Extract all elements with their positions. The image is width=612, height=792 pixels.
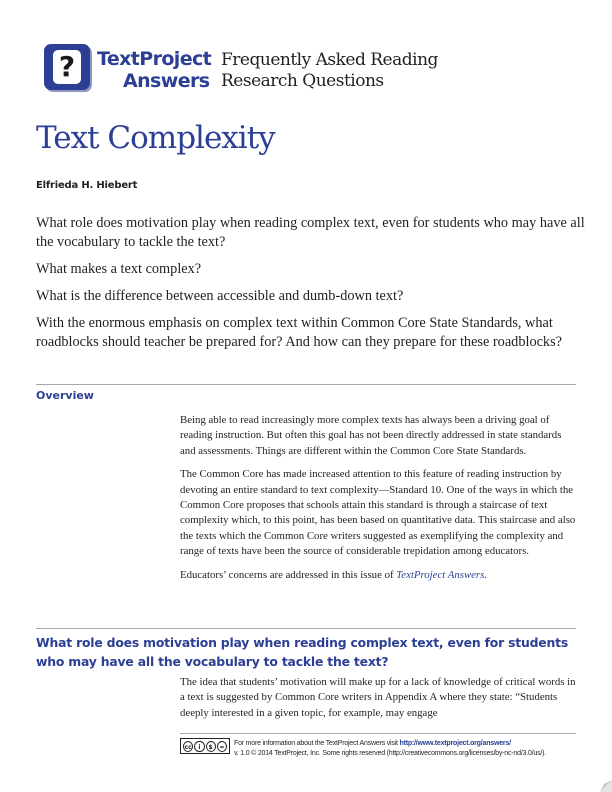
- logo-text-answers: Answers: [123, 70, 210, 92]
- section-divider: [36, 628, 576, 629]
- section-heading-motivation: What role does motivation play when reading complex text, even for students who may have all the vocabulary to tackle the text?: [36, 635, 569, 669]
- author: Elfrieda H. Hiebert: [36, 180, 138, 191]
- section-divider: [36, 384, 576, 385]
- footer-line1: For more information about the TextProject Answers visit http://www.textproject.org/answers/: [234, 740, 511, 747]
- overview-body: [180, 413, 577, 591]
- footer-line2: v. 1.0 © 2014 TextProject, Inc. Some rights reserved (http://creativecommons.org/licenses/by-nc-nd/3.0/us/).: [234, 749, 547, 757]
- overview-heading: Overview: [36, 389, 94, 402]
- footer-divider: [180, 733, 576, 734]
- question-item: What role does motivation play when reading complex text, even for students who may have all the vocabulary to tackle the text?: [36, 215, 585, 250]
- question-item: What makes a text complex?: [36, 261, 202, 277]
- creative-commons-badge: [180, 738, 230, 754]
- overview-closing: [180, 568, 577, 583]
- overview-paragraph: The Common Core has made increased attention to this feature of reading instruction by devoting an entire standard to text complexity—Standard 10. One of the ways in which the Common Core proposes that schools attain this standard is through a staircase of text complexity which, to this point, has been based on quantitative data. This staircase and also the texts which the Common Core writers suggested as exemplifying the complexity and range of texts have been the source of considerable trepidation among educators.: [180, 468, 576, 558]
- section-paragraph: The idea that students’ motivation will make up for a lack of knowledge of critical words in a text is suggested by Common Core writers in Appendix A where they state: “Students deeply interested in a given topic, for example, may engage: [180, 676, 576, 719]
- publication-title: TextProject Answers.: [396, 568, 488, 581]
- logo-text-textproject: TextProject: [97, 48, 212, 70]
- question-mark-icon: ?: [53, 50, 81, 84]
- question-item: With the enormous emphasis on complex text within Common Core State Standards, what roadblocks should teacher be prepared for? And how can they prepare for these roadblocks?: [36, 315, 562, 350]
- question-item: What is the difference between accessible and dumb-down text?: [36, 288, 404, 304]
- section-body-motivation: [180, 675, 577, 729]
- overview-paragraph: Being able to read increasingly more complex texts has always been a driving goal of reading instruction. But often this goal has not been directly addressed in state standards and assessments. Things are different within the Common Core State Standards.: [180, 414, 562, 457]
- series-title: [221, 50, 438, 92]
- attribution-icon: i: [194, 741, 204, 752]
- overview-closing-text: Educators’ concerns are addressed in this issue of: [180, 568, 397, 581]
- answers-link[interactable]: http://www.textproject.org/answers/: [399, 740, 511, 747]
- page-title: Text Complexity: [36, 120, 275, 156]
- question-list: [36, 214, 586, 360]
- noderivatives-icon: =: [217, 741, 227, 752]
- series-title-line2: Research Questions: [221, 71, 384, 91]
- footer-text: [234, 739, 546, 758]
- noncommercial-icon: $: [206, 741, 216, 752]
- series-title-line1: Frequently Asked Reading: [221, 50, 438, 70]
- logo-badge: [44, 44, 90, 90]
- cc-icon: cc: [183, 741, 193, 752]
